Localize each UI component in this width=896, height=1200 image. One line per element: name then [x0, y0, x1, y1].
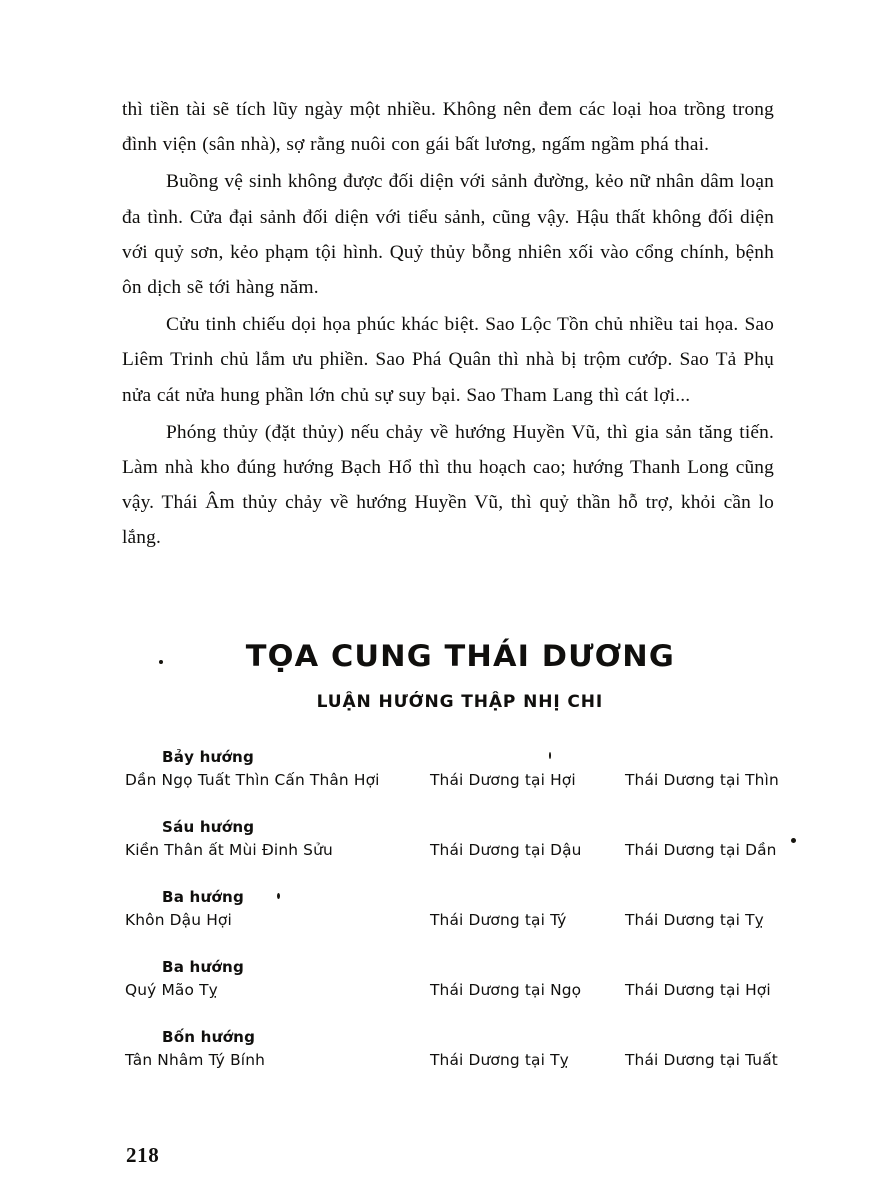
- row-direction-list: Tân Nhâm Tý Bính: [125, 1051, 266, 1069]
- row-direction-count: Bốn hướng: [162, 1028, 256, 1046]
- scan-speck-icon: [277, 893, 280, 899]
- row-direction-list: Kiền Thân ất Mùi Đinh Sửu: [125, 841, 333, 859]
- paragraph-2: Buồng vệ sinh không được đối diện với sảnh đường, kẻo nữ nhân dâm loạn đa tình. Cửa đại sảnh đối diện với tiểu sảnh, cũng vậy. Hậu thất không đối diện với quỷ sơn, kẻo phạm tội hình. Quỷ thủy bỗng nhiên xối vào cổng chính, bệnh ôn dịch sẽ tới hàng năm.: [122, 171, 774, 299]
- row-column-2: Thái Dương tại Dậu: [430, 841, 582, 859]
- row-direction-list: Dần Ngọ Tuất Thìn Cấn Thân Hợi: [125, 771, 380, 789]
- row-column-3: Thái Dương tại Thìn: [625, 771, 779, 789]
- paragraph-3: Cửu tinh chiếu dọi họa phúc khác biệt. Sao Lộc Tồn chủ nhiều tai họa. Sao Liêm Trinh chủ lắm ưu phiền. Sao Phá Quân thì nhà bị trộm cướp. Sao Tả Phụ nửa cát nửa hung phần lớn chủ sự suy bại. Sao Tham Lang thì cát lợi...: [122, 314, 774, 406]
- table-row: [0, 748, 896, 818]
- row-direction-count: Sáu hướng: [162, 818, 255, 836]
- directions-table: [0, 748, 896, 1098]
- row-column-2: Thái Dương tại Hợi: [430, 771, 576, 789]
- table-row: [0, 818, 896, 888]
- row-column-2: Thái Dương tại Ngọ: [430, 981, 582, 999]
- row-direction-list: Khôn Dậu Hợi: [125, 911, 232, 929]
- row-column-3: Thái Dương tại Dần: [625, 841, 777, 859]
- table-row: [0, 958, 896, 1028]
- section-subtitle: LUẬN HƯỚNG THẬP NHỊ CHI: [316, 692, 604, 712]
- row-column-3: Thái Dương tại Hợi: [625, 981, 771, 999]
- scan-speck-icon: [791, 838, 796, 843]
- row-column-2: Thái Dương tại Tỵ: [430, 1051, 569, 1069]
- table-row: [0, 1028, 896, 1098]
- row-column-3: Thái Dương tại Tỵ: [625, 911, 764, 929]
- section-title: TỌA CUNG THÁI DƯƠNG: [245, 639, 675, 673]
- section-heading-group: [0, 638, 896, 713]
- row-direction-count: Ba hướng: [162, 888, 244, 906]
- row-column-3: Thái Dương tại Tuất: [625, 1051, 778, 1069]
- page-number: 218: [126, 1143, 160, 1167]
- scan-speck-icon: [549, 752, 551, 759]
- paragraph-4: Phóng thủy (đặt thủy) nếu chảy về hướng Huyền Vũ, thì gia sản tăng tiến. Làm nhà kho đúng hướng Bạch Hổ thì thu hoạch cao; hướng Thanh Long cũng vậy. Thái Âm thủy chảy về hướng Huyền Vũ, thì quỷ thần hỗ trợ, khỏi cần lo lắng.: [122, 421, 774, 549]
- table-row: [0, 888, 896, 958]
- row-column-2: Thái Dương tại Tý: [430, 911, 567, 929]
- body-text-block: [122, 92, 774, 556]
- row-direction-count: Ba hướng: [162, 958, 244, 976]
- row-direction-list: Quý Mão Tỵ: [125, 981, 218, 999]
- row-direction-count: Bảy hướng: [162, 748, 254, 766]
- paragraph-1: thì tiền tài sẽ tích lũy ngày một nhiều. Không nên đem các loại hoa trồng trong đình viện (sân nhà), sợ rằng nuôi con gái bất lương, ngấm ngầm phá thai.: [122, 99, 774, 156]
